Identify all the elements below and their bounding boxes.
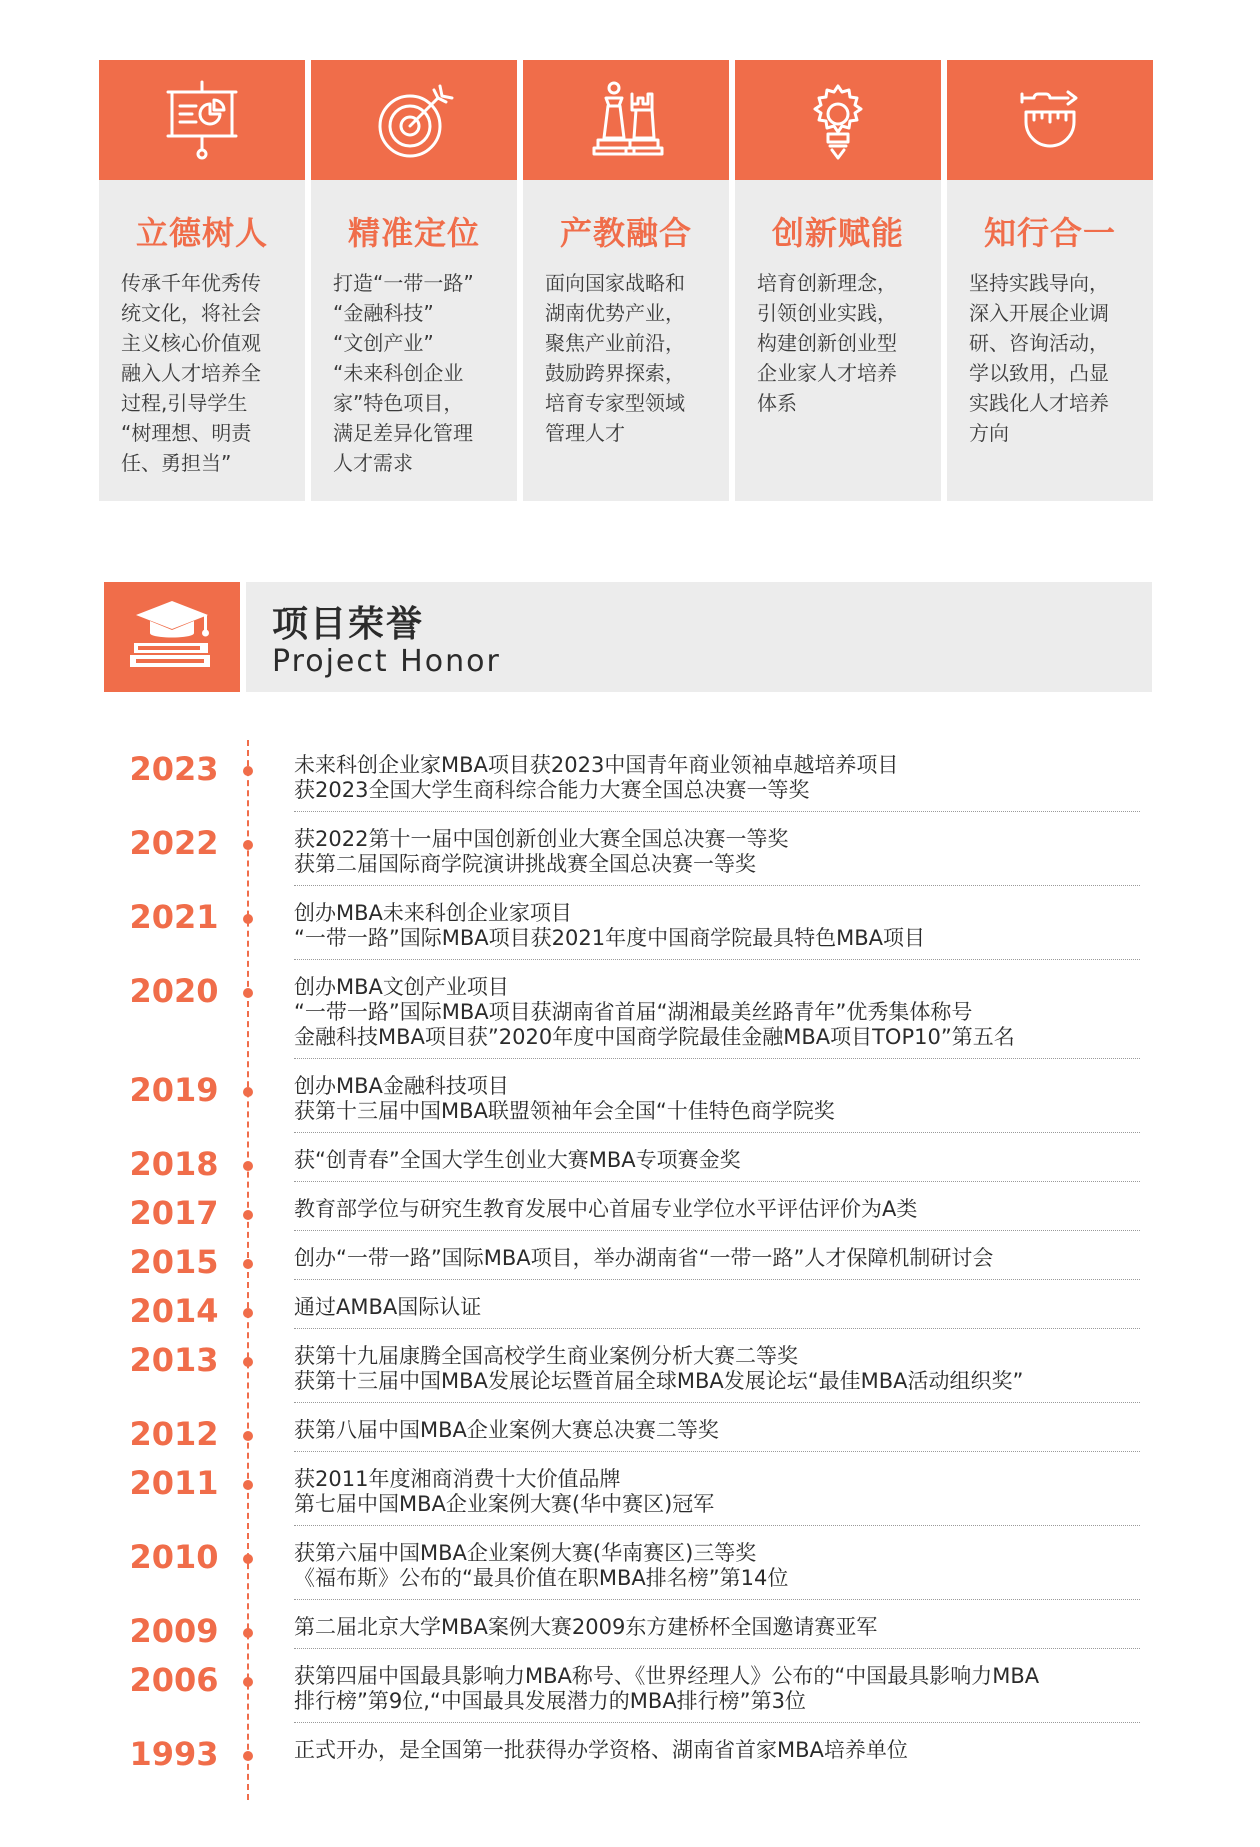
chess-pieces-icon [586,76,666,164]
timeline-description [294,975,1144,1050]
timeline-year: 2018 [129,1145,219,1183]
timeline-description [294,827,1144,877]
timeline-line: 通过AMBA国际认证 [294,1295,482,1319]
tools-ruler-icon [1010,76,1090,164]
timeline-separator [294,1451,1140,1452]
timeline-separator [294,1599,1140,1600]
timeline-separator [294,1648,1140,1649]
pillar-title: 知行合一 [983,214,1116,252]
timeline-separator [294,1279,1140,1280]
pillar-card [523,60,729,501]
pillar-header [735,60,941,180]
timeline-year: 2021 [129,898,219,936]
timeline-line: 获“创青春”全国大学生创业大赛MBA专项赛金奖 [294,1148,741,1172]
timeline-year: 2022 [129,824,219,862]
timeline-dot [243,1677,253,1687]
pillar-header [99,60,305,180]
timeline-description [294,1295,1144,1320]
timeline-line: 《福布斯》公布的“最具价值在职MBA排名榜”第14位 [294,1566,789,1590]
timeline-dot [243,840,253,850]
timeline-separator [294,1525,1140,1526]
timeline-line: 创办MBA文创产业项目 [294,975,509,999]
pillar-card [311,60,517,501]
timeline-description [294,1344,1144,1394]
timeline-line: 未来科创企业家MBA项目获2023中国青年商业领袖卓越培养项目 [294,753,899,777]
timeline-description [294,1738,1144,1763]
timeline-year: 2020 [129,972,219,1010]
timeline-year: 2019 [129,1071,219,1109]
timeline-dot [243,1210,253,1220]
pillars-row [99,60,1153,501]
timeline-year: 2012 [129,1415,219,1453]
timeline-line: 获2023全国大学生商科综合能力大赛全国总决赛一等奖 [294,778,810,802]
timeline-description [294,901,1144,951]
timeline-line: 教育部学位与研究生教育发展中心首届专业学位水平评估评价为A类 [294,1197,918,1221]
pillar-title: 产教融合 [559,214,692,252]
timeline-separator [294,1181,1140,1182]
timeline-line: 排行榜”第9位,“中国最具发展潜力的MBA排行榜”第3位 [294,1689,806,1713]
timeline-line: “一带一路”国际MBA项目获2021年度中国商学院最具特色MBA项目 [294,926,925,950]
timeline-separator [294,1058,1140,1059]
timeline-line: 第二届北京大学MBA案例大赛2009东方建桥杯全国邀请赛亚军 [294,1615,878,1639]
timeline-year: 1993 [129,1735,219,1773]
timeline-line: 获第二届国际商学院演讲挑战赛全国总决赛一等奖 [294,852,756,876]
timeline-year: 2023 [129,750,219,788]
timeline-line: 获第八届中国MBA企业案例大赛总决赛二等奖 [294,1418,719,1442]
pillar-description: 传承千年优秀传 统文化，将社会 主义核心价值观 融入人才培养全 过程,引导学生 “树理想、明责 任、勇担当” [121,271,261,475]
timeline-year: 2010 [129,1538,219,1576]
timeline-year: 2015 [129,1243,219,1281]
timeline-dot [243,1480,253,1490]
timeline-line: 获2022第十一届中国创新创业大赛全国总决赛一等奖 [294,827,789,851]
section-header [104,582,1152,692]
timeline-dot [243,1087,253,1097]
pillar-header [947,60,1153,180]
pillar-description: 培育创新理念， 引领创业实践， 构建创新创业型 企业家人才培养 体系 [757,271,897,415]
timeline-description [294,1615,1144,1640]
timeline-line: 获2011年度湘商消费十大价值品牌 [294,1467,621,1491]
section-title: 项目荣誉 [272,604,425,645]
section-subtitle: Project Honor [272,644,501,679]
timeline-separator [294,1230,1140,1231]
pillar-card [735,60,941,501]
timeline-dot [243,988,253,998]
timeline-line: 正式开办，是全国第一批获得办学资格、湖南省首家MBA培养单位 [294,1738,908,1762]
timeline-line: 金融科技MBA项目获”2020年度中国商学院最佳金融MBA项目TOP10”第五名 [294,1025,1015,1049]
pillar-description: 坚持实践导向， 深入开展企业调 研、咨询活动， 学以致用，凸显 实践化人才培养 方向 [969,271,1109,445]
timeline-dot [243,1357,253,1367]
timeline-dot [243,1751,253,1761]
timeline-axis [247,740,249,1800]
timeline-dot [243,766,253,776]
timeline-line: 创办MBA未来科创企业家项目 [294,901,572,925]
timeline-description [294,1664,1144,1714]
timeline-separator [294,1328,1140,1329]
timeline-separator [294,1722,1140,1723]
timeline-dot [243,1259,253,1269]
lightbulb-gear-icon [798,76,878,164]
timeline-description [294,1197,1144,1222]
timeline-year: 2013 [129,1341,219,1379]
timeline-line: “一带一路”国际MBA项目获湖南省首届“湖湘最美丝路青年”优秀集体称号 [294,1000,973,1024]
timeline-line: 获第十三届中国MBA发展论坛暨首届全球MBA发展论坛“最佳MBA活动组织奖” [294,1369,1024,1393]
timeline-dot [243,1554,253,1564]
timeline-line: 获第十九届康腾全国高校学生商业案例分析大赛二等奖 [294,1344,798,1368]
timeline-line: 获第四届中国最具影响力MBA称号、《世界经理人》公布的“中国最具影响力MBA [294,1664,1040,1688]
timeline-line: 创办“一带一路”国际MBA项目，举办湖南省“一带一路”人才保障机制研讨会 [294,1246,994,1270]
pillar-description: 打造“一带一路” “金融科技” “文创产业” “未来科创企业 家”特色项目， 满足差异化管理 人才需求 [333,271,474,475]
pillar-title: 精准定位 [347,214,480,252]
timeline-dot [243,1628,253,1638]
pillar-header [523,60,729,180]
timeline-year: 2017 [129,1194,219,1232]
timeline-line: 第七届中国MBA企业案例大赛(华中赛区)冠军 [294,1492,715,1516]
timeline-description [294,1074,1144,1124]
pillar-header [311,60,517,180]
target-dart-icon [374,76,454,164]
graduation-cap-books-icon [124,597,220,677]
timeline-description [294,1467,1144,1517]
timeline-line: 获第六届中国MBA企业案例大赛(华南赛区)三等奖 [294,1541,757,1565]
timeline-description [294,1148,1144,1173]
timeline-year: 2014 [129,1292,219,1330]
pillar-description: 面向国家战略和 湖南优势产业， 聚焦产业前沿， 鼓励跨界探索， 培育专家型领域 管理人才 [545,271,685,445]
timeline-dot [243,1161,253,1171]
presentation-chart-icon [162,76,242,164]
pillar-title: 立德树人 [135,214,268,252]
timeline-separator [294,1132,1140,1133]
timeline-line: 创办MBA金融科技项目 [294,1074,509,1098]
timeline-description [294,1246,1144,1271]
timeline-separator [294,885,1140,886]
timeline-year: 2011 [129,1464,219,1502]
timeline-dot [243,1308,253,1318]
section-icon-box [104,582,240,692]
pillar-card [947,60,1153,501]
timeline-separator [294,1402,1140,1403]
timeline-description [294,753,1144,803]
timeline-separator [294,959,1140,960]
pillar-card [99,60,305,501]
timeline-description [294,1418,1144,1443]
timeline-year: 2009 [129,1612,219,1650]
timeline-separator [294,811,1140,812]
pillar-title: 创新赋能 [771,214,904,252]
timeline-dot [243,1431,253,1441]
timeline-description [294,1541,1144,1591]
timeline-year: 2006 [129,1661,219,1699]
timeline-line: 获第十三届中国MBA联盟领袖年会全国“十佳特色商学院奖 [294,1099,835,1123]
timeline-dot [243,914,253,924]
